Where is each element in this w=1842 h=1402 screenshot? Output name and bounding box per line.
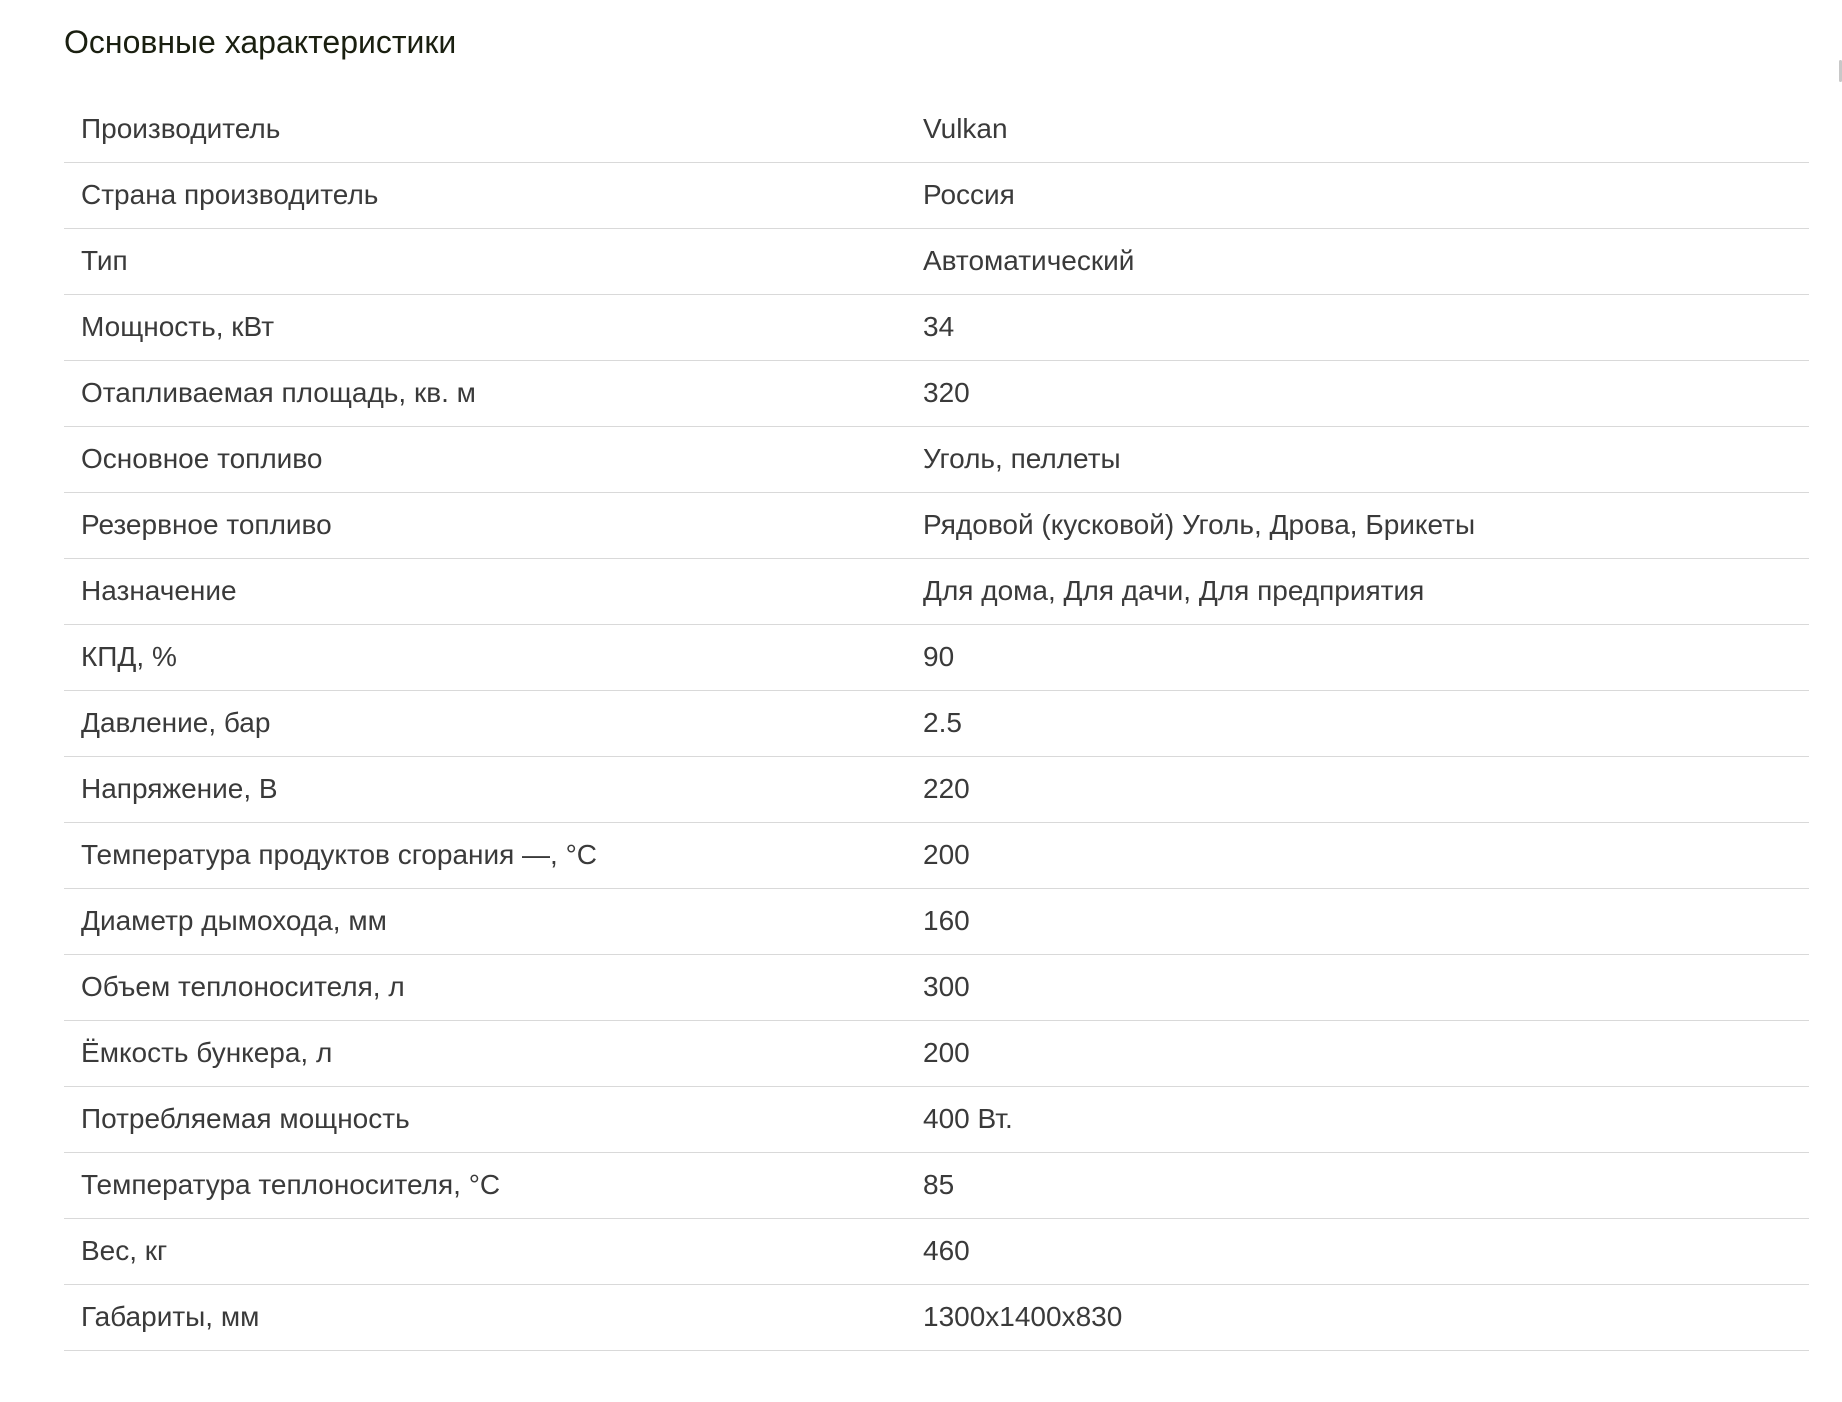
spec-name: Ёмкость бункера, л xyxy=(64,1020,907,1086)
spec-value: 460 xyxy=(907,1218,1809,1284)
spec-value: 34 xyxy=(907,294,1809,360)
table-row xyxy=(64,624,1809,690)
spec-name: КПД, % xyxy=(64,624,907,690)
table-row xyxy=(64,96,1809,162)
table-row xyxy=(64,426,1809,492)
spec-name: Габариты, мм xyxy=(64,1284,907,1350)
spec-name: Напряжение, В xyxy=(64,756,907,822)
table-row xyxy=(64,888,1809,954)
spec-value: 160 xyxy=(907,888,1809,954)
spec-value: Автоматический xyxy=(907,228,1809,294)
section-title: Основные характеристики xyxy=(64,24,457,60)
spec-name: Давление, бар xyxy=(64,690,907,756)
spec-value: 200 xyxy=(907,1020,1809,1086)
table-row xyxy=(64,954,1809,1020)
spec-name: Температура теплоносителя, °С xyxy=(64,1152,907,1218)
table-row xyxy=(64,822,1809,888)
spec-value: Россия xyxy=(907,162,1809,228)
spec-value: 220 xyxy=(907,756,1809,822)
spec-value: Vulkan xyxy=(907,96,1809,162)
spec-value: 400 Вт. xyxy=(907,1086,1809,1152)
table-row xyxy=(64,1020,1809,1086)
spec-value: 300 xyxy=(907,954,1809,1020)
spec-value: 320 xyxy=(907,360,1809,426)
specs-table xyxy=(64,96,1809,1351)
table-row xyxy=(64,1086,1809,1152)
spec-value: 85 xyxy=(907,1152,1809,1218)
spec-name: Диаметр дымохода, мм xyxy=(64,888,907,954)
specs-section xyxy=(64,0,1809,1351)
spec-value: 90 xyxy=(907,624,1809,690)
table-row xyxy=(64,162,1809,228)
table-row xyxy=(64,1152,1809,1218)
spec-name: Температура продуктов сгорания —, °С xyxy=(64,822,907,888)
spec-name: Назначение xyxy=(64,558,907,624)
spec-value: Для дома, Для дачи, Для предприятия xyxy=(907,558,1809,624)
specs-table-body xyxy=(64,96,1809,1350)
table-row xyxy=(64,294,1809,360)
table-row xyxy=(64,756,1809,822)
table-row xyxy=(64,1218,1809,1284)
spec-value: 200 xyxy=(907,822,1809,888)
spec-name: Резервное топливо xyxy=(64,492,907,558)
table-row xyxy=(64,1284,1809,1350)
spec-name: Отапливаемая площадь, кв. м xyxy=(64,360,907,426)
spec-name: Объем теплоносителя, л xyxy=(64,954,907,1020)
table-row xyxy=(64,492,1809,558)
spec-value: 2.5 xyxy=(907,690,1809,756)
table-row xyxy=(64,360,1809,426)
table-row xyxy=(64,690,1809,756)
spec-value: Рядовой (кусковой) Уголь, Дрова, Брикеты xyxy=(907,492,1809,558)
spec-name: Вес, кг xyxy=(64,1218,907,1284)
table-row xyxy=(64,558,1809,624)
spec-name: Страна производитель xyxy=(64,162,907,228)
spec-name: Мощность, кВт xyxy=(64,294,907,360)
table-row xyxy=(64,228,1809,294)
spec-name: Основное топливо xyxy=(64,426,907,492)
spec-name: Тип xyxy=(64,228,907,294)
spec-name: Производитель xyxy=(64,96,907,162)
spec-value: 1300х1400х830 xyxy=(907,1284,1809,1350)
spec-name: Потребляемая мощность xyxy=(64,1086,907,1152)
spec-value: Уголь, пеллеты xyxy=(907,426,1809,492)
